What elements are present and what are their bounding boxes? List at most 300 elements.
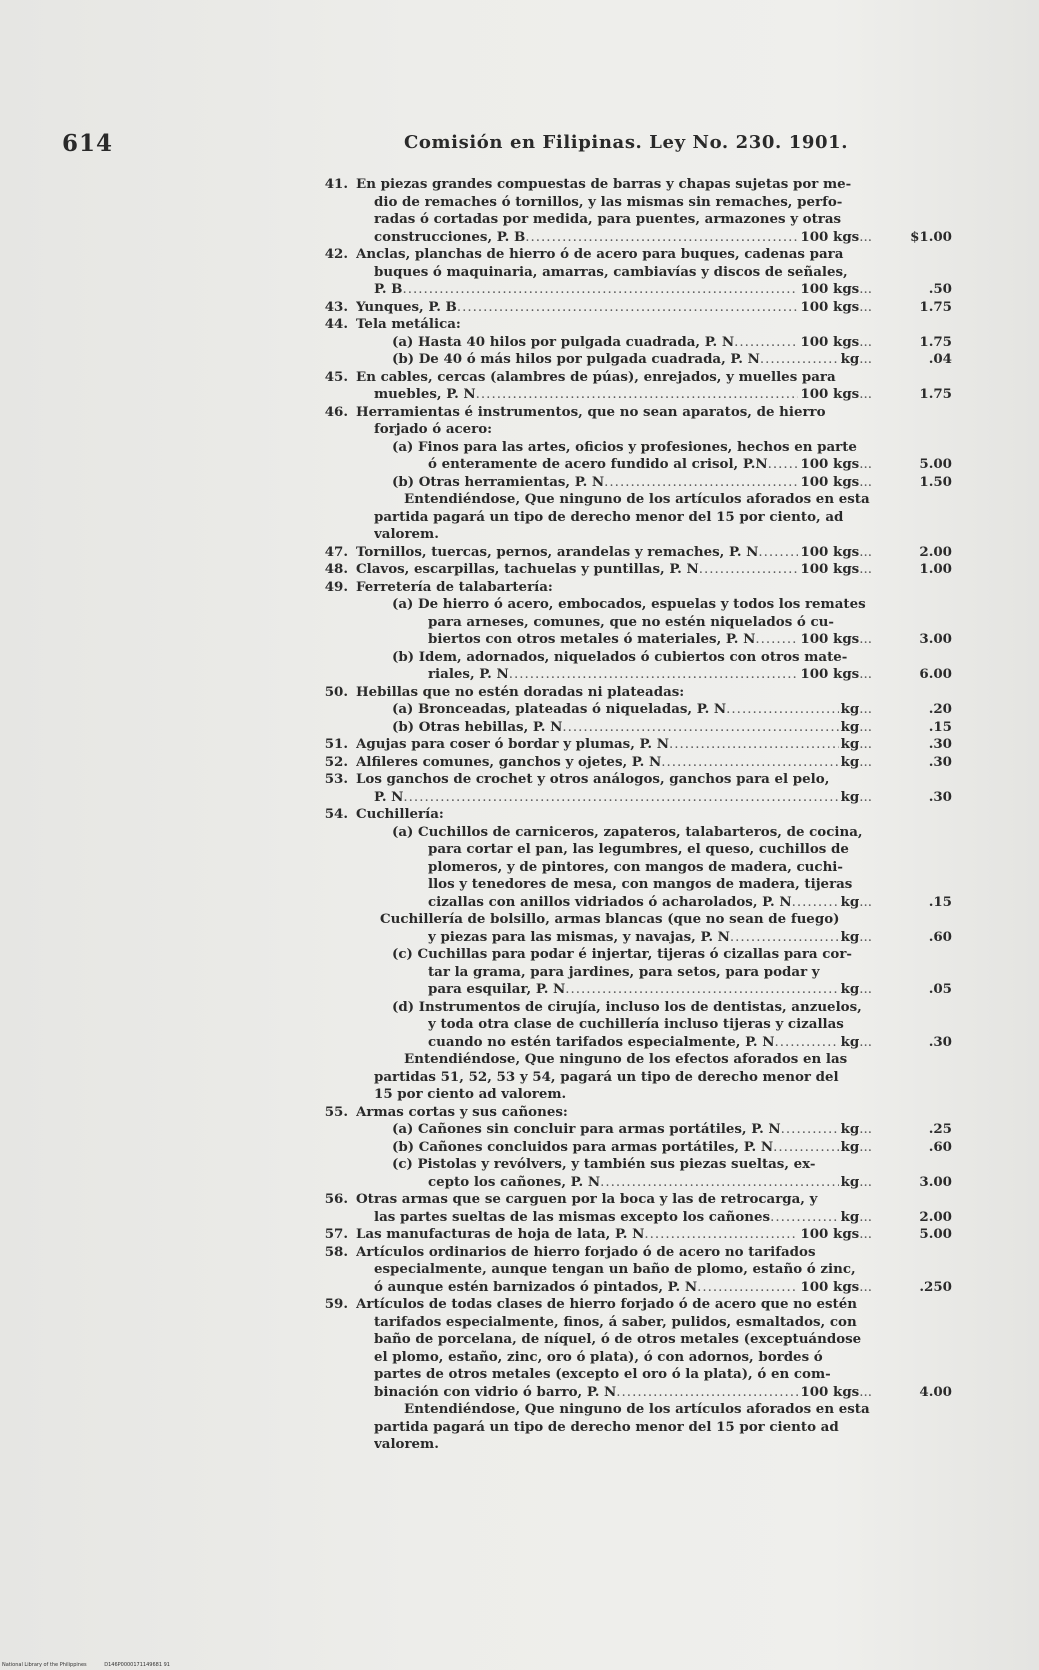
dot-leader [403,281,799,299]
tariff-line [318,176,958,194]
duty-rate: .60 [928,928,952,945]
duty-rate: 2.00 [919,543,952,560]
tariff-line [318,789,958,807]
tariff-line [318,474,958,492]
item-number: 59. [324,1296,348,1312]
unit-label: kg ... [839,701,872,719]
line-text [374,1349,872,1367]
line-text [356,579,872,597]
duty-rate: 1.50 [919,473,952,490]
unit-label: kg ... [839,719,872,737]
tariff-line [318,1331,958,1349]
line-text [356,1191,872,1209]
line-text [356,369,872,387]
line-text [374,281,872,299]
tariff-line [318,1209,958,1227]
dot-leader [616,1384,798,1402]
line-description: Tela metálica: [356,316,461,332]
line-text [374,211,872,229]
duty-rate: .30 [928,753,952,770]
page-number: 614 [62,130,114,157]
line-text [392,439,872,457]
tariff-line [318,1419,958,1437]
tariff-line [318,544,958,562]
tariff-line [318,1401,958,1419]
line-text [428,456,872,474]
duty-rate: .50 [928,281,952,297]
scan-footer [2,1662,186,1668]
dot-leader [730,929,839,947]
line-text [374,789,872,807]
line-text [428,1174,872,1192]
tariff-line [318,421,958,439]
unit-label: kg ... [839,736,872,754]
line-text [374,526,872,544]
line-text [392,1121,872,1139]
tariff-line [318,1279,958,1297]
line-text [380,911,872,929]
unit-label: 100 kgs ... [798,334,872,352]
line-description: ó enteramente de acero fundido al crisol, P.N [428,456,768,472]
unit-label: 100 kgs ... [798,544,872,562]
line-text [356,299,872,317]
tariff-line [318,666,958,684]
tariff-line [318,754,958,772]
line-description: para esquilar, P. N [428,981,566,997]
dot-leader [775,1034,839,1052]
dot-leader [604,474,798,492]
duty-rate: 5.00 [919,456,952,472]
unit-label: 100 kgs ... [798,299,872,317]
duty-rate: 1.00 [919,561,952,577]
line-description: (b) Otras hebillas, P. N [392,718,563,735]
duty-rate: .60 [928,1138,952,1155]
unit-label: 100 kgs ... [798,631,872,649]
unit-label: kg ... [839,929,872,947]
tariff-line [318,719,958,737]
dot-leader [476,386,799,404]
line-text [356,544,872,562]
tariff-line [318,1226,958,1244]
tariff-line [318,911,958,929]
duty-rate: 3.00 [919,631,952,647]
unit-label: 100 kgs ... [798,474,872,492]
unit-label: 100 kgs ... [798,1384,872,1402]
line-description: Agujas para coser ó bordar y plumas, P. N [356,736,669,752]
line-text [392,946,872,964]
line-description: Otras armas que se carguen por la boca y las de retrocarga, y [356,1191,818,1207]
tariff-line [318,894,958,912]
line-text [374,1069,872,1087]
tariff-line [318,1104,958,1122]
dot-leader [565,981,838,999]
tariff-line [318,981,958,999]
line-description: partidas 51, 52, 53 y 54, pagará un tipo de derecho menor del [374,1068,839,1085]
item-number: 57. [324,1226,348,1242]
dot-leader [661,754,838,772]
unit-label: kg ... [839,1034,872,1052]
tariff-line [318,369,958,387]
item-number: 58. [324,1243,348,1260]
dot-leader [699,561,799,579]
dot-leader [697,1279,798,1297]
dot-leader [768,456,799,474]
item-number: 43. [324,298,348,315]
dot-leader [457,299,799,317]
line-description: Artículos ordinarios de hierro forjado ó de acero no tarifados [356,1243,816,1260]
dot-leader [644,1226,798,1244]
line-text [392,719,872,737]
line-text [392,701,872,719]
line-text [374,1366,872,1384]
line-description: tar la grama, para jardines, para setos, para podar y [428,963,820,980]
dot-leader [403,789,838,807]
line-text [404,1051,872,1069]
tariff-line [318,351,958,369]
tariff-line [318,509,958,527]
dot-leader [770,1209,838,1227]
line-text [374,1279,872,1297]
line-text [356,316,872,334]
line-description: buques ó maquinaria, amarras, cambiavías y discos de señales, [374,263,848,280]
item-number: 49. [324,578,348,595]
dot-leader [755,631,798,649]
line-text [374,264,872,282]
line-description: 15 por ciento ad valorem. [374,1086,567,1102]
line-description: Alfileres comunes, ganchos y ojetes, P. N [356,753,662,770]
line-description: (a) De hierro ó acero, embocados, espuelas y todos los remates [392,596,866,612]
dot-leader [562,719,838,737]
line-text [428,964,872,982]
tariff-line [318,561,958,579]
unit-label: kg ... [839,981,872,999]
tariff-line [318,281,958,299]
tariff-line [318,999,958,1017]
tariff-line [318,194,958,212]
line-text [404,491,872,509]
item-number: 46. [324,403,348,420]
unit-label: kg ... [839,1121,872,1139]
line-text [356,176,872,194]
duty-rate: 1.75 [919,333,952,350]
tariff-line [318,964,958,982]
tariff-line [318,316,958,334]
duty-rate: 5.00 [919,1226,952,1242]
tariff-line [318,1366,958,1384]
line-description: Hebillas que no estén doradas ni plateadas: [356,683,685,700]
dot-leader [525,229,798,247]
line-description: P. B [374,281,403,297]
line-text [428,929,872,947]
line-description: P. N [374,788,404,805]
line-description: para arneses, comunes, que no estén niquelados ó cu- [428,613,834,630]
tariff-line [318,1121,958,1139]
duty-rate: 1.75 [919,386,952,402]
dot-leader [758,544,798,562]
line-description: (a) Cuchillos de carniceros, zapateros, talabarteros, de cocina, [392,823,863,840]
line-description: En piezas grandes compuestas de barras y chapas sujetas por me- [356,176,852,192]
line-text [428,1034,872,1052]
line-description: riales, P. N [428,666,509,682]
line-description: Los ganchos de crochet y otros análogos, ganchos para el pelo, [356,771,830,787]
unit-label: kg ... [839,1174,872,1192]
item-number: 54. [324,806,348,822]
line-text [356,246,872,264]
line-description: (a) Finos para las artes, oficios y profesiones, hechos en parte [392,438,857,455]
footer-code: D146P0000171149681 91 [104,1662,170,1668]
line-description: Entendiéndose, Que ninguno de los efectos aforados en las [404,1051,848,1067]
duty-rate: .15 [928,893,952,910]
duty-rate: 4.00 [919,1383,952,1400]
duty-rate: 1.75 [919,298,952,315]
line-description: y toda otra clase de cuchillería incluso tijeras y cizallas [428,1016,844,1032]
line-description: especialmente, aunque tengan un baño de plomo, estaño ó zinc, [374,1261,856,1277]
unit-label: 100 kgs ... [798,456,872,474]
line-text [356,684,872,702]
line-text [374,1261,872,1279]
line-description: para cortar el pan, las legumbres, el queso, cuchillos de [428,841,849,857]
tariff-line [318,1296,958,1314]
unit-label: 100 kgs ... [798,281,872,299]
running-title: Comisión en Filipinas. Ley No. 230. 1901. [404,132,849,153]
line-description: cuando no estén tarifados especialmente, P. N [428,1033,775,1050]
duty-rate: .05 [928,981,952,997]
unit-label: kg ... [839,754,872,772]
item-number: 41. [324,176,348,192]
item-number: 55. [324,1103,348,1120]
duty-rate: .30 [928,1033,952,1050]
tariff-line [318,1016,958,1034]
line-text [356,736,872,754]
line-text [392,351,872,369]
line-text [428,631,872,649]
tariff-line [318,1314,958,1332]
unit-label: 100 kgs ... [798,561,872,579]
line-description: plomeros, y de pintores, con mangos de madera, cuchi- [428,858,843,875]
line-description: Entendiéndose, Que ninguno de los artículos aforados en esta [404,491,870,507]
tariff-line [318,1034,958,1052]
line-description: ó aunque estén barnizados ó pintados, P. N [374,1278,698,1295]
item-number: 44. [324,316,348,332]
line-description: (b) Idem, adornados, niquelados ó cubiertos con otros mate- [392,648,848,665]
line-description: valorem. [374,526,439,542]
tariff-line [318,649,958,667]
line-text [374,194,872,212]
tariff-line [318,841,958,859]
line-text [428,666,872,684]
line-description: Cuchillería: [356,806,444,822]
line-text [392,596,872,614]
line-description: forjado ó acero: [374,421,493,437]
line-description: partes de otros metales (excepto el oro ó la plata), ó en com- [374,1366,831,1382]
line-description: muebles, P. N [374,386,476,402]
line-description: (a) Bronceadas, plateadas ó niqueladas, P. N [392,701,727,717]
line-text [374,1331,872,1349]
line-text [374,229,872,247]
line-description: Ferretería de talabartería: [356,578,553,595]
line-description: (c) Cuchillas para podar é injertar, tijeras ó cizallas para cor- [392,946,852,962]
item-number: 42. [324,246,348,262]
line-text [356,1226,872,1244]
item-number: 47. [324,543,348,560]
duty-rate: $1.00 [910,228,952,245]
line-text [392,1139,872,1157]
line-description: las partes sueltas de las mismas excepto los cañones [374,1208,771,1225]
line-description: dio de remaches ó tornillos, y las mismas sin remaches, perfo- [374,193,843,210]
tariff-line [318,229,958,247]
duty-rate: .250 [919,1278,952,1295]
unit-label: kg ... [839,1209,872,1227]
line-description: valorem. [374,1436,439,1452]
dot-leader [792,894,839,912]
unit-label: kg ... [839,351,872,369]
tariff-line [318,386,958,404]
tariff-line [318,596,958,614]
tariff-line [318,526,958,544]
unit-label: 100 kgs ... [798,1226,872,1244]
tariff-line [318,946,958,964]
tariff-line [318,579,958,597]
line-description: llos y tenedores de mesa, con mangos de madera, tijeras [428,876,853,892]
dot-leader [600,1174,838,1192]
line-text [356,404,872,422]
line-text [356,806,872,824]
line-description: partida pagará un tipo de derecho menor del 15 por ciento, ad [374,508,844,525]
tariff-line [318,614,958,632]
item-number: 56. [324,1191,348,1207]
line-description: y piezas para las mismas, y navajas, P. N [428,928,730,945]
line-text [374,1419,872,1437]
line-description: biertos con otros metales ó materiales, P. N [428,631,756,647]
page-header [62,130,922,160]
line-description: Anclas, planchas de hierro ó de acero para buques, cadenas para [356,246,844,262]
line-text [404,1401,872,1419]
line-description: Tornillos, tuercas, pernos, arandelas y remaches, P. N [356,543,759,560]
line-text [356,1104,872,1122]
line-text [428,894,872,912]
tariff-line [318,1349,958,1367]
line-description: cepto los cañones, P. N [428,1173,601,1190]
tariff-line [318,1156,958,1174]
item-number: 50. [324,683,348,700]
line-text [356,561,872,579]
line-description: binación con vidrio ó barro, P. N [374,1383,617,1400]
line-description: En cables, cercas (alambres de púas), enrejados, y muelles para [356,368,836,385]
line-text [374,1384,872,1402]
duty-rate: .15 [928,718,952,735]
line-text [374,1209,872,1227]
line-description: Las manufacturas de hoja de lata, P. N [356,1226,645,1242]
duty-rate: .30 [928,736,952,752]
dot-leader [669,736,839,754]
tariff-line [318,334,958,352]
line-text [392,1156,872,1174]
line-description: (b) Cañones concluidos para armas portátiles, P. N [392,1138,774,1155]
line-text [374,421,872,439]
tariff-line [318,806,958,824]
tariff-line [318,439,958,457]
duty-rate: .20 [928,701,952,717]
line-description: Clavos, escarpillas, tachuelas y puntillas, P. N [356,561,699,577]
tariff-line [318,246,958,264]
item-number: 48. [324,561,348,577]
dot-leader [773,1139,838,1157]
line-description: construcciones, P. B [374,228,526,245]
unit-label: kg ... [839,894,872,912]
tariff-line [318,211,958,229]
line-text [356,771,872,789]
line-text [374,1314,872,1332]
line-text [392,649,872,667]
unit-label: 100 kgs ... [798,229,872,247]
tariff-line [318,1436,958,1454]
tariff-line [318,404,958,422]
line-description: Yunques, P. B [356,298,457,315]
tariff-line [318,929,958,947]
item-number: 51. [324,736,348,752]
line-text [356,1244,872,1262]
tariff-line [318,1174,958,1192]
tariff-line [318,876,958,894]
tariff-line [318,771,958,789]
line-text [356,1296,872,1314]
line-text [428,841,872,859]
tariff-line [318,1086,958,1104]
line-text [392,334,872,352]
line-text [374,386,872,404]
tariff-line [318,456,958,474]
tariff-line [318,684,958,702]
line-description: (b) Otras herramientas, P. N [392,473,605,490]
item-number: 53. [324,771,348,787]
line-description: (d) Instrumentos de cirujía, incluso los de dentistas, anzuelos, [392,998,862,1015]
tariff-line [318,491,958,509]
unit-label: 100 kgs ... [798,666,872,684]
item-number: 45. [324,368,348,385]
line-text [428,876,872,894]
line-description: el plomo, estaño, zinc, oro ó plata), ó con adornos, bordes ó [374,1348,823,1365]
line-text [428,1016,872,1034]
tariff-line [318,1384,958,1402]
dot-leader [509,666,799,684]
line-text [392,999,872,1017]
tariff-line [318,1051,958,1069]
tariff-line [318,299,958,317]
duty-rate: .25 [928,1121,952,1137]
line-text [428,981,872,999]
unit-label: kg ... [839,789,872,807]
duty-rate: 6.00 [919,666,952,682]
duty-rate: .04 [928,351,952,367]
line-description: (c) Pistolas y revólvers, y también sus piezas sueltas, ex- [392,1156,816,1172]
line-description: (a) Cañones sin concluir para armas portátiles, P. N [392,1121,781,1137]
line-text [428,614,872,632]
tariff-line [318,1139,958,1157]
line-description: partida pagará un tipo de derecho menor del 15 por ciento ad [374,1418,839,1435]
line-text [374,1086,872,1104]
line-description: baño de porcelana, de níquel, ó de otros metales (exceptuándose [374,1331,862,1347]
line-description: radas ó cortadas por medida, para puentes, armazones y otras [374,211,842,227]
tariff-line [318,631,958,649]
line-text [356,754,872,772]
line-description: (a) Hasta 40 hilos por pulgada cuadrada, P. N [392,333,735,350]
unit-label: 100 kgs ... [798,386,872,404]
unit-label: 100 kgs ... [798,1279,872,1297]
tariff-schedule [318,176,958,1454]
tariff-line [318,264,958,282]
tariff-line [318,1261,958,1279]
line-description: Armas cortas y sus cañones: [356,1103,568,1120]
